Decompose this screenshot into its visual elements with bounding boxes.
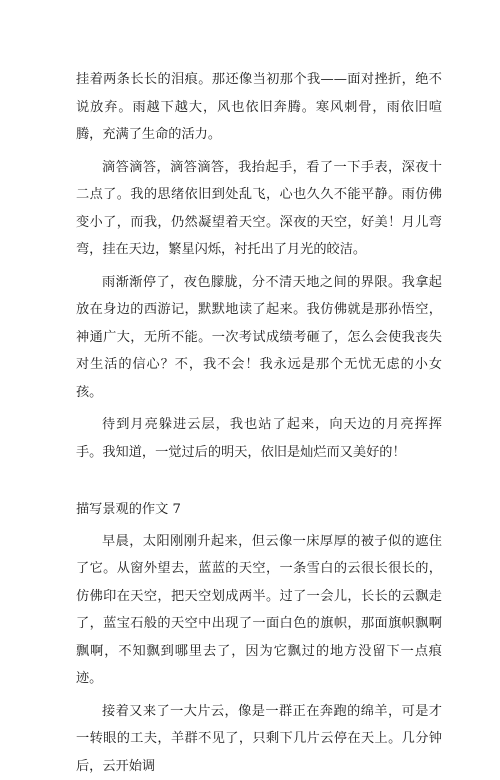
paragraph: 接着又来了一大片云，像是一群正在奔跑的绵羊，可是才一转眼的工夫，羊群不见了，只剩下几片云停在天上。几分钟后，云开始调 — [76, 698, 442, 780]
document-page — [76, 66, 442, 780]
paragraph: 雨渐渐停了，夜色朦胧，分不清天地之间的界限。我拿起放在身边的西游记，默默地读了起来。我仿佛就是那孙悟空，神通广大，无所不能。一次考试成绩考砸了，怎么会使我丧失对生活的信心？不，我不会！我永远是那个无忧无虑的小女孩。 — [76, 269, 442, 407]
paragraph: 早晨，太阳刚刚升起来，但云像一床厚厚的被子似的遮住了它。从窗外望去，蓝蓝的天空，一条雪白的云很长很长的，仿佛印在天空，把天空划成两半。过了一会儿，长长的云飘走了，蓝宝石般的天空中出现了一面白色的旗帜，那面旗帜飘啊飘啊，不知飘到哪里去了，因为它飘过的地方没留下一点痕迹。 — [76, 528, 442, 693]
section-title: 描写景观的作文 7 — [76, 496, 442, 524]
paragraph: 挂着两条长长的泪痕。那还像当初那个我——面对挫折，绝不说放弃。雨越下越大，风也依旧奔腾。寒风刺骨，雨依旧喧腾，充满了生命的活力。 — [76, 66, 442, 149]
paragraph: 待到月亮躲进云层，我也站了起来，向天边的月亮挥挥手。我知道，一觉过后的明天，依旧是灿烂而又美好的！ — [76, 411, 442, 466]
paragraph: 滴答滴答，滴答滴答，我抬起手，看了一下手表，深夜十二点了。我的思绪依旧到处乱飞，心也久久不能平静。雨仿佛变小了，而我，仍然凝望着天空。深夜的天空，好美！月儿弯弯，挂在天边，繁星闪烁，衬托出了月光的皎洁。 — [76, 154, 442, 264]
